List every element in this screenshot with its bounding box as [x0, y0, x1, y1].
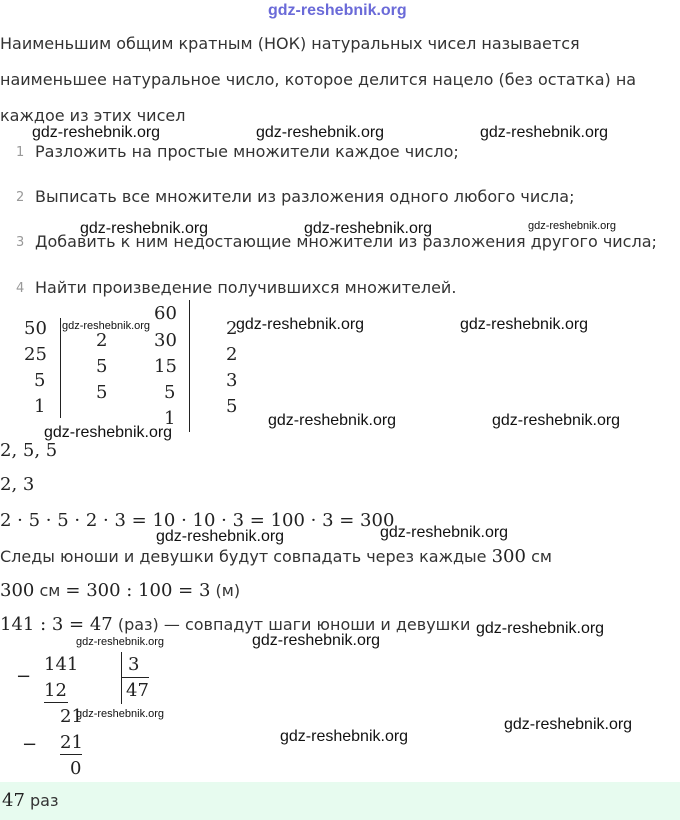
step-number: 2 [16, 190, 25, 205]
division-expression: 141 : 3 = 47 [0, 614, 113, 635]
divisor: 3 [128, 654, 140, 675]
conversion-result-unit: (м) [215, 581, 241, 600]
factor-number: 25 [24, 344, 47, 365]
watermark: gdz-reshebnik.org [236, 316, 365, 333]
prime-factor: 5 [226, 396, 238, 417]
prime-factor: 5 [96, 382, 108, 403]
definition-line-3: каждое из этих чисел [0, 106, 186, 125]
watermark: gdz-reshebnik.org [528, 220, 617, 232]
watermark: gdz-reshebnik.org [62, 320, 151, 332]
watermark: gdz-reshebnik.org [280, 728, 409, 745]
division-result: 0 [70, 758, 82, 779]
watermark: gdz-reshebnik.org [76, 708, 165, 720]
lcm-product: 2 · 5 · 5 · 2 · 3 = 10 · 10 · 3 = 100 · 3 = 300 [0, 510, 395, 531]
factor-divider [60, 318, 61, 418]
statement-text: Следы юноши и девушки будут совпадать через каждые [0, 547, 487, 566]
subtrahend-1: 12 [44, 680, 67, 701]
watermark: gdz-reshebnik.org [268, 412, 397, 429]
step-text: Выписать все множители из разложения одного любого числа; [35, 187, 575, 206]
prime-factor: 3 [226, 370, 238, 391]
prime-factor: 2 [226, 318, 238, 339]
step-number: 3 [16, 235, 25, 250]
step-text: Найти произведение получившихся множителей. [35, 278, 457, 297]
prime-factor: 5 [96, 356, 108, 377]
prime-factor: 2 [96, 330, 108, 351]
conversion-expression: = 300 : 100 = 3 [65, 580, 211, 601]
answer-value: 47 [2, 790, 25, 811]
statement [0, 546, 552, 567]
subtrahend-2: 21 [60, 732, 83, 753]
step-number: 1 [16, 145, 25, 160]
watermark: gdz-reshebnik.org [76, 636, 165, 648]
watermark: gdz-reshebnik.org [480, 124, 609, 141]
dividend: 141 [44, 654, 79, 675]
division-underline [44, 702, 68, 703]
factor-number: 50 [24, 318, 47, 339]
factor-divider [189, 300, 190, 432]
division-text: (раз) — совпадут шаги юноши и девушки [117, 615, 471, 634]
watermark: gdz-reshebnik.org [304, 220, 433, 237]
watermark: gdz-reshebnik.org [44, 424, 173, 441]
statement-unit: см [531, 547, 552, 566]
watermark: gdz-reshebnik.org [252, 632, 381, 649]
answer-unit: раз [30, 791, 59, 810]
watermark: gdz-reshebnik.org [460, 316, 589, 333]
division-underline [60, 754, 82, 755]
answer [2, 790, 58, 811]
watermark: gdz-reshebnik.org [156, 528, 285, 545]
minus-sign: − [22, 734, 38, 755]
watermark: gdz-reshebnik.org [32, 124, 161, 141]
division-line [0, 614, 470, 635]
factor-number: 5 [34, 370, 46, 391]
watermark: gdz-reshebnik.org [504, 716, 633, 733]
factor-number: 1 [164, 408, 176, 429]
conversion-unit: см [39, 581, 61, 600]
factors-of-60: 2, 3 [0, 474, 35, 495]
conversion-value: 300 [0, 580, 35, 601]
statement-value: 300 [491, 546, 526, 567]
factor-number: 15 [154, 356, 177, 377]
remainder-1: 21 [60, 706, 83, 727]
factor-number: 5 [164, 382, 176, 403]
factor-number: 60 [154, 303, 177, 324]
watermark: gdz-reshebnik.org [476, 620, 605, 637]
definition-line-1: Наименьшим общим кратным (НОК) натуральных чисел называется [0, 34, 580, 53]
conversion-line [0, 580, 240, 601]
step-text: Разложить на простые множители каждое число; [35, 142, 459, 161]
factor-number: 30 [154, 330, 177, 351]
quotient-bar [121, 677, 149, 678]
prime-factor: 2 [226, 344, 238, 365]
definition-line-2: наименьшее натуральное число, которое делится нацело (без остатка) на [0, 70, 637, 89]
step-text: Добавить к ним недостающие множители из разложения другого числа; [35, 232, 657, 251]
watermark: gdz-reshebnik.org [256, 124, 385, 141]
factor-number: 1 [34, 396, 46, 417]
header-watermark[interactable]: gdz-reshebnik.org [268, 2, 407, 19]
factors-of-50: 2, 5, 5 [0, 440, 58, 461]
divisor-bar [121, 652, 122, 704]
minus-sign: − [16, 666, 32, 687]
watermark: gdz-reshebnik.org [80, 220, 209, 237]
answer-box [0, 782, 680, 820]
quotient: 47 [126, 680, 149, 701]
watermark: gdz-reshebnik.org [380, 524, 509, 541]
step-number: 4 [16, 281, 25, 296]
watermark: gdz-reshebnik.org [492, 412, 621, 429]
